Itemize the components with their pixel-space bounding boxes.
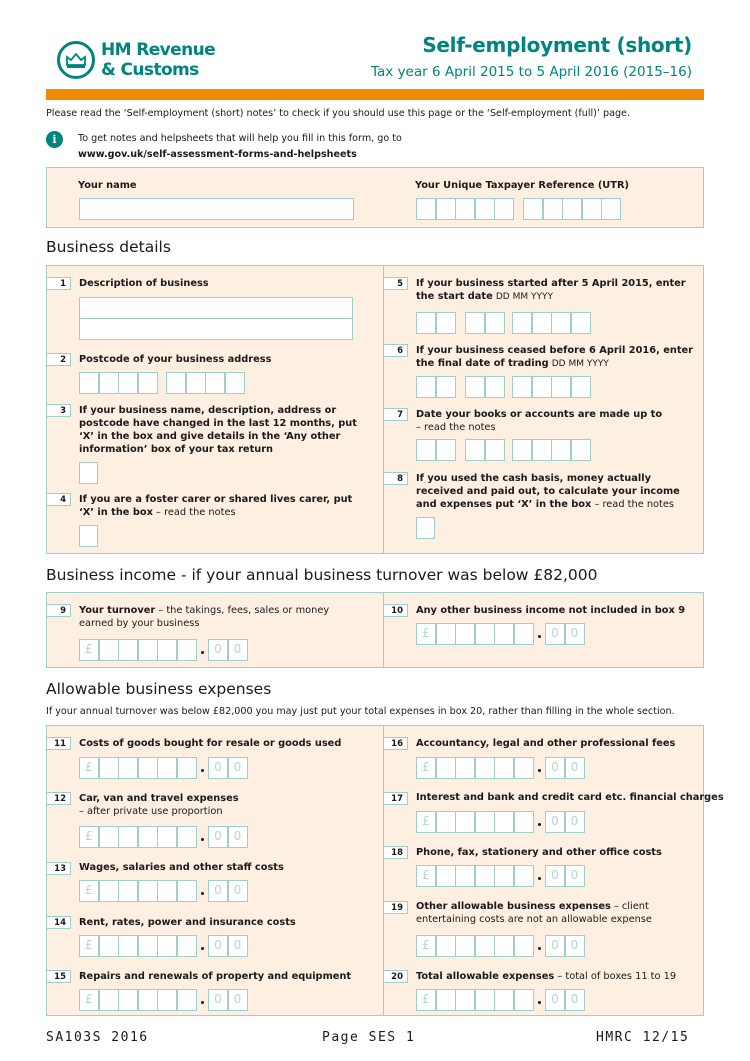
- hmrc-version: HMRC 12/15: [596, 1030, 690, 1045]
- currency-cell[interactable]: £: [416, 623, 436, 645]
- pounds-digit-cell[interactable]: [514, 811, 534, 833]
- details-changed-checkbox[interactable]: [79, 462, 98, 484]
- date-digit-cell[interactable]: [465, 376, 485, 398]
- decimal-point: [201, 769, 204, 772]
- utr-digit-cell[interactable]: [494, 198, 514, 220]
- date-digit-cell[interactable]: [416, 439, 436, 461]
- pounds-digit-cell[interactable]: [99, 639, 119, 661]
- date-digit-cell[interactable]: [416, 376, 436, 398]
- pounds-digit-cell[interactable]: [177, 639, 197, 661]
- date-digit-cell[interactable]: [485, 376, 505, 398]
- pounds-digit-cell[interactable]: [475, 623, 495, 645]
- pence-cell[interactable]: 0: [208, 639, 228, 661]
- your-name-label: Your name: [78, 180, 137, 191]
- logo-line1: HM Revenue: [101, 40, 216, 60]
- pounds-digit-cell[interactable]: [494, 865, 514, 887]
- utr-digit-cell[interactable]: [455, 198, 475, 220]
- utr-label: Your Unique Taxpayer Reference (UTR): [415, 180, 629, 191]
- pounds-digit-cell[interactable]: [99, 935, 119, 957]
- box-number: 15: [46, 970, 71, 983]
- cash-basis-checkbox[interactable]: [416, 517, 435, 539]
- postcode-char-cell[interactable]: [118, 372, 138, 394]
- postcode-char-cell[interactable]: [205, 372, 225, 394]
- header-rule: [46, 89, 704, 100]
- pounds-digit-cell[interactable]: [99, 880, 119, 902]
- currency-cell[interactable]: £: [416, 757, 436, 779]
- utr-digit-cell[interactable]: [582, 198, 602, 220]
- pounds-digit-cell[interactable]: [514, 623, 534, 645]
- box-number: 3: [46, 404, 71, 417]
- pence-cell[interactable]: 0: [208, 880, 228, 902]
- decimal-point: [538, 877, 541, 880]
- box-number: 1: [46, 277, 71, 290]
- box-number: 16: [383, 737, 408, 750]
- box-number: 2: [46, 353, 71, 366]
- pounds-digit-cell[interactable]: [177, 826, 197, 848]
- postcode-char-cell[interactable]: [99, 372, 119, 394]
- pounds-digit-cell[interactable]: [436, 989, 456, 1011]
- pounds-digit-cell[interactable]: [494, 623, 514, 645]
- date-digit-cell[interactable]: [512, 439, 532, 461]
- pounds-digit-cell[interactable]: [436, 623, 456, 645]
- pence-cell[interactable]: 0: [208, 826, 228, 848]
- box11-label: Costs of goods bought for resale or goods used: [79, 738, 342, 749]
- box-number: 6: [383, 344, 408, 357]
- box6-label: If your business ceased before 6 April 2016, enter the final date of trading DD MM YYYY: [416, 345, 693, 369]
- pounds-digit-cell[interactable]: [494, 989, 514, 1011]
- box-number: 18: [383, 846, 408, 859]
- crown-icon: [65, 51, 87, 69]
- pounds-digit-cell[interactable]: [118, 935, 138, 957]
- decimal-point: [201, 651, 204, 654]
- box15-label: Repairs and renewals of property and equipment: [79, 971, 352, 982]
- box9-label: Your turnover – the takings, fees, sales or money earned by your business: [79, 605, 330, 629]
- pounds-digit-cell[interactable]: [455, 989, 475, 1011]
- pounds-digit-cell[interactable]: [99, 757, 119, 779]
- pence-cell[interactable]: 0: [545, 989, 565, 1011]
- currency-cell[interactable]: £: [79, 826, 99, 848]
- box-number: 9: [46, 604, 71, 617]
- pence-cell[interactable]: 0: [565, 623, 585, 645]
- pence-cell[interactable]: 0: [228, 757, 248, 779]
- box-number: 7: [383, 408, 408, 421]
- date-digit-cell[interactable]: [465, 312, 485, 334]
- pounds-digit-cell[interactable]: [118, 880, 138, 902]
- pence-cell[interactable]: 0: [545, 757, 565, 779]
- pounds-digit-cell[interactable]: [118, 826, 138, 848]
- currency-cell[interactable]: £: [79, 989, 99, 1011]
- utr-digit-cell[interactable]: [416, 198, 436, 220]
- date-digit-cell[interactable]: [532, 376, 552, 398]
- pounds-digit-cell[interactable]: [436, 935, 456, 957]
- business-description-input[interactable]: [79, 297, 353, 340]
- pence-cell[interactable]: 0: [228, 880, 248, 902]
- pounds-digit-cell[interactable]: [138, 639, 158, 661]
- decimal-point: [538, 823, 541, 826]
- currency-cell[interactable]: £: [79, 880, 99, 902]
- box-number: 4: [46, 493, 71, 506]
- info-text: To get notes and helpsheets that will help you fill in this form, go to: [78, 133, 402, 144]
- currency-cell[interactable]: £: [416, 865, 436, 887]
- date-digit-cell[interactable]: [436, 376, 456, 398]
- pounds-digit-cell[interactable]: [475, 811, 495, 833]
- box-number: 14: [46, 916, 71, 929]
- logo-line2: & Customs: [101, 60, 199, 80]
- info-icon: i: [46, 131, 63, 148]
- box-number: 17: [383, 792, 408, 805]
- decimal-point: [201, 1001, 204, 1004]
- date-digit-cell[interactable]: [485, 439, 505, 461]
- box13-label: Wages, salaries and other staff costs: [79, 862, 284, 873]
- pounds-digit-cell[interactable]: [157, 880, 177, 902]
- pounds-digit-cell[interactable]: [99, 989, 119, 1011]
- pounds-digit-cell[interactable]: [138, 757, 158, 779]
- form-reference: SA103S 2016: [46, 1030, 149, 1045]
- pence-cell[interactable]: 0: [545, 623, 565, 645]
- box18-label: Phone, fax, stationery and other office costs: [416, 847, 662, 858]
- business-details-heading: Business details: [46, 238, 171, 256]
- pounds-digit-cell[interactable]: [514, 989, 534, 1011]
- utr-digit-cell[interactable]: [523, 198, 543, 220]
- box-number: 5: [383, 277, 408, 290]
- box12-label: Car, van and travel expenses – after private use proportion: [79, 793, 239, 817]
- date-digit-cell[interactable]: [512, 312, 532, 334]
- decimal-point: [538, 769, 541, 772]
- pounds-digit-cell[interactable]: [494, 757, 514, 779]
- box-number: 20: [383, 970, 408, 983]
- intro-text: Please read the ‘Self-employment (short) notes’ to check if you should use this page or the ‘Self-employment (full)’ page.: [46, 108, 631, 119]
- pence-cell[interactable]: 0: [545, 811, 565, 833]
- pence-cell[interactable]: 0: [545, 935, 565, 957]
- utr-digit-cell[interactable]: [543, 198, 563, 220]
- box-number: 12: [46, 792, 71, 805]
- box5-label: If your business started after 5 April 2015, enter the start date DD MM YYYY: [416, 278, 686, 302]
- box-number: 8: [383, 472, 408, 485]
- utr-digit-cell[interactable]: [601, 198, 621, 220]
- box-number: 13: [46, 862, 71, 875]
- pence-cell[interactable]: 0: [565, 989, 585, 1011]
- box4-label: If you are a foster carer or shared lives carer, put ‘X’ in the box – read the notes: [79, 494, 353, 518]
- postcode-char-cell[interactable]: [166, 372, 186, 394]
- pounds-digit-cell[interactable]: [455, 623, 475, 645]
- postcode-char-cell[interactable]: [186, 372, 206, 394]
- pence-cell[interactable]: 0: [208, 935, 228, 957]
- date-digit-cell[interactable]: [571, 376, 591, 398]
- expenses-note: If your annual turnover was below £82,000 you may just put your total expenses in box 20, rather than filling in the whole section.: [46, 706, 675, 717]
- currency-cell[interactable]: £: [416, 935, 436, 957]
- box19-label: Other allowable business expenses – client entertaining costs are not an allowable expense: [416, 901, 652, 925]
- pounds-digit-cell[interactable]: [514, 757, 534, 779]
- box1-label: Description of business: [79, 278, 209, 289]
- date-digit-cell[interactable]: [571, 439, 591, 461]
- currency-cell[interactable]: £: [416, 989, 436, 1011]
- pence-cell[interactable]: 0: [565, 811, 585, 833]
- decimal-point: [538, 947, 541, 950]
- utr-digit-cell[interactable]: [436, 198, 456, 220]
- pounds-digit-cell[interactable]: [138, 826, 158, 848]
- pounds-digit-cell[interactable]: [455, 757, 475, 779]
- page-number: Page SES 1: [322, 1030, 416, 1045]
- date-digit-cell[interactable]: [436, 439, 456, 461]
- pence-cell[interactable]: 0: [545, 865, 565, 887]
- pence-cell[interactable]: 0: [228, 935, 248, 957]
- helpsheets-link[interactable]: www.gov.uk/self-assessment-forms-and-helpsheets: [78, 149, 357, 160]
- postcode-char-cell[interactable]: [79, 372, 99, 394]
- box-number: 10: [383, 604, 408, 617]
- box-number: 11: [46, 737, 71, 750]
- pounds-digit-cell[interactable]: [99, 826, 119, 848]
- currency-cell[interactable]: £: [79, 935, 99, 957]
- pounds-digit-cell[interactable]: [118, 757, 138, 779]
- utr-digit-cell[interactable]: [475, 198, 495, 220]
- pounds-digit-cell[interactable]: [177, 880, 197, 902]
- page-title: Self-employment (short): [422, 33, 692, 57]
- pounds-digit-cell[interactable]: [436, 865, 456, 887]
- decimal-point: [538, 635, 541, 638]
- box17-label: Interest and bank and credit card etc. financial charges: [416, 792, 724, 803]
- date-digit-cell[interactable]: [551, 312, 571, 334]
- utr-digit-cell[interactable]: [562, 198, 582, 220]
- box20-label: Total allowable expenses – total of boxes 11 to 19: [416, 971, 677, 982]
- pounds-digit-cell[interactable]: [494, 935, 514, 957]
- pounds-digit-cell[interactable]: [475, 935, 495, 957]
- pounds-digit-cell[interactable]: [118, 639, 138, 661]
- date-digit-cell[interactable]: [485, 312, 505, 334]
- pounds-digit-cell[interactable]: [157, 757, 177, 779]
- pounds-digit-cell[interactable]: [514, 935, 534, 957]
- date-digit-cell[interactable]: [551, 376, 571, 398]
- date-digit-cell[interactable]: [571, 312, 591, 334]
- pounds-digit-cell[interactable]: [118, 989, 138, 1011]
- pounds-digit-cell[interactable]: [157, 639, 177, 661]
- pounds-digit-cell[interactable]: [436, 811, 456, 833]
- pounds-digit-cell[interactable]: [177, 757, 197, 779]
- pence-cell[interactable]: 0: [208, 757, 228, 779]
- decimal-point: [201, 892, 204, 895]
- decimal-point: [201, 947, 204, 950]
- box3-label: If your business name, description, address or postcode have changed in the last 12 months, put ‘X’ in the box and give details in the ‘Any other information’ box of your tax return: [79, 405, 357, 455]
- box-number: 19: [383, 901, 408, 914]
- business-income-heading: Business income - if your annual business turnover was below £82,000: [46, 566, 598, 584]
- box16-label: Accountancy, legal and other professional fees: [416, 738, 676, 749]
- pounds-digit-cell[interactable]: [177, 935, 197, 957]
- pence-cell[interactable]: 0: [208, 989, 228, 1011]
- date-digit-cell[interactable]: [416, 312, 436, 334]
- pounds-digit-cell[interactable]: [177, 989, 197, 1011]
- date-digit-cell[interactable]: [532, 312, 552, 334]
- pence-cell[interactable]: 0: [565, 757, 585, 779]
- currency-cell[interactable]: £: [79, 639, 99, 661]
- logo-text: [101, 40, 215, 80]
- pence-cell[interactable]: 0: [228, 826, 248, 848]
- pounds-digit-cell[interactable]: [494, 811, 514, 833]
- box14-label: Rent, rates, power and insurance costs: [79, 917, 296, 928]
- foster-carer-checkbox[interactable]: [79, 525, 98, 547]
- pounds-digit-cell[interactable]: [138, 880, 158, 902]
- pounds-digit-cell[interactable]: [514, 865, 534, 887]
- decimal-point: [538, 1001, 541, 1004]
- tax-year-subtitle: Tax year 6 April 2015 to 5 April 2016 (2015–16): [371, 64, 692, 80]
- pounds-digit-cell[interactable]: [157, 826, 177, 848]
- pounds-digit-cell[interactable]: [455, 935, 475, 957]
- decimal-point: [201, 838, 204, 841]
- date-digit-cell[interactable]: [551, 439, 571, 461]
- currency-cell[interactable]: £: [416, 811, 436, 833]
- pence-cell[interactable]: 0: [565, 935, 585, 957]
- pounds-digit-cell[interactable]: [157, 989, 177, 1011]
- box7-label: Date your books or accounts are made up to – read the notes: [416, 409, 663, 433]
- pounds-digit-cell[interactable]: [475, 865, 495, 887]
- pounds-digit-cell[interactable]: [138, 935, 158, 957]
- pence-cell[interactable]: 0: [228, 989, 248, 1011]
- pounds-digit-cell[interactable]: [475, 989, 495, 1011]
- your-name-input[interactable]: [79, 198, 354, 220]
- pounds-digit-cell[interactable]: [157, 935, 177, 957]
- pounds-digit-cell[interactable]: [436, 757, 456, 779]
- box10-label: Any other business income not included in box 9: [416, 605, 686, 616]
- date-digit-cell[interactable]: [436, 312, 456, 334]
- pounds-digit-cell[interactable]: [455, 865, 475, 887]
- pounds-digit-cell[interactable]: [475, 757, 495, 779]
- postcode-char-cell[interactable]: [138, 372, 158, 394]
- box8-label: If you used the cash basis, money actually received and paid out, to calculate your income and expenses put ‘X’ in the box – read the notes: [416, 473, 680, 510]
- postcode-char-cell[interactable]: [225, 372, 245, 394]
- date-digit-cell[interactable]: [512, 376, 532, 398]
- pence-cell[interactable]: 0: [565, 865, 585, 887]
- currency-cell[interactable]: £: [79, 757, 99, 779]
- date-digit-cell[interactable]: [532, 439, 552, 461]
- box2-label: Postcode of your business address: [79, 354, 272, 365]
- expenses-heading: Allowable business expenses: [46, 680, 272, 698]
- date-digit-cell[interactable]: [465, 439, 485, 461]
- pence-cell[interactable]: 0: [228, 639, 248, 661]
- pounds-digit-cell[interactable]: [455, 811, 475, 833]
- pounds-digit-cell[interactable]: [138, 989, 158, 1011]
